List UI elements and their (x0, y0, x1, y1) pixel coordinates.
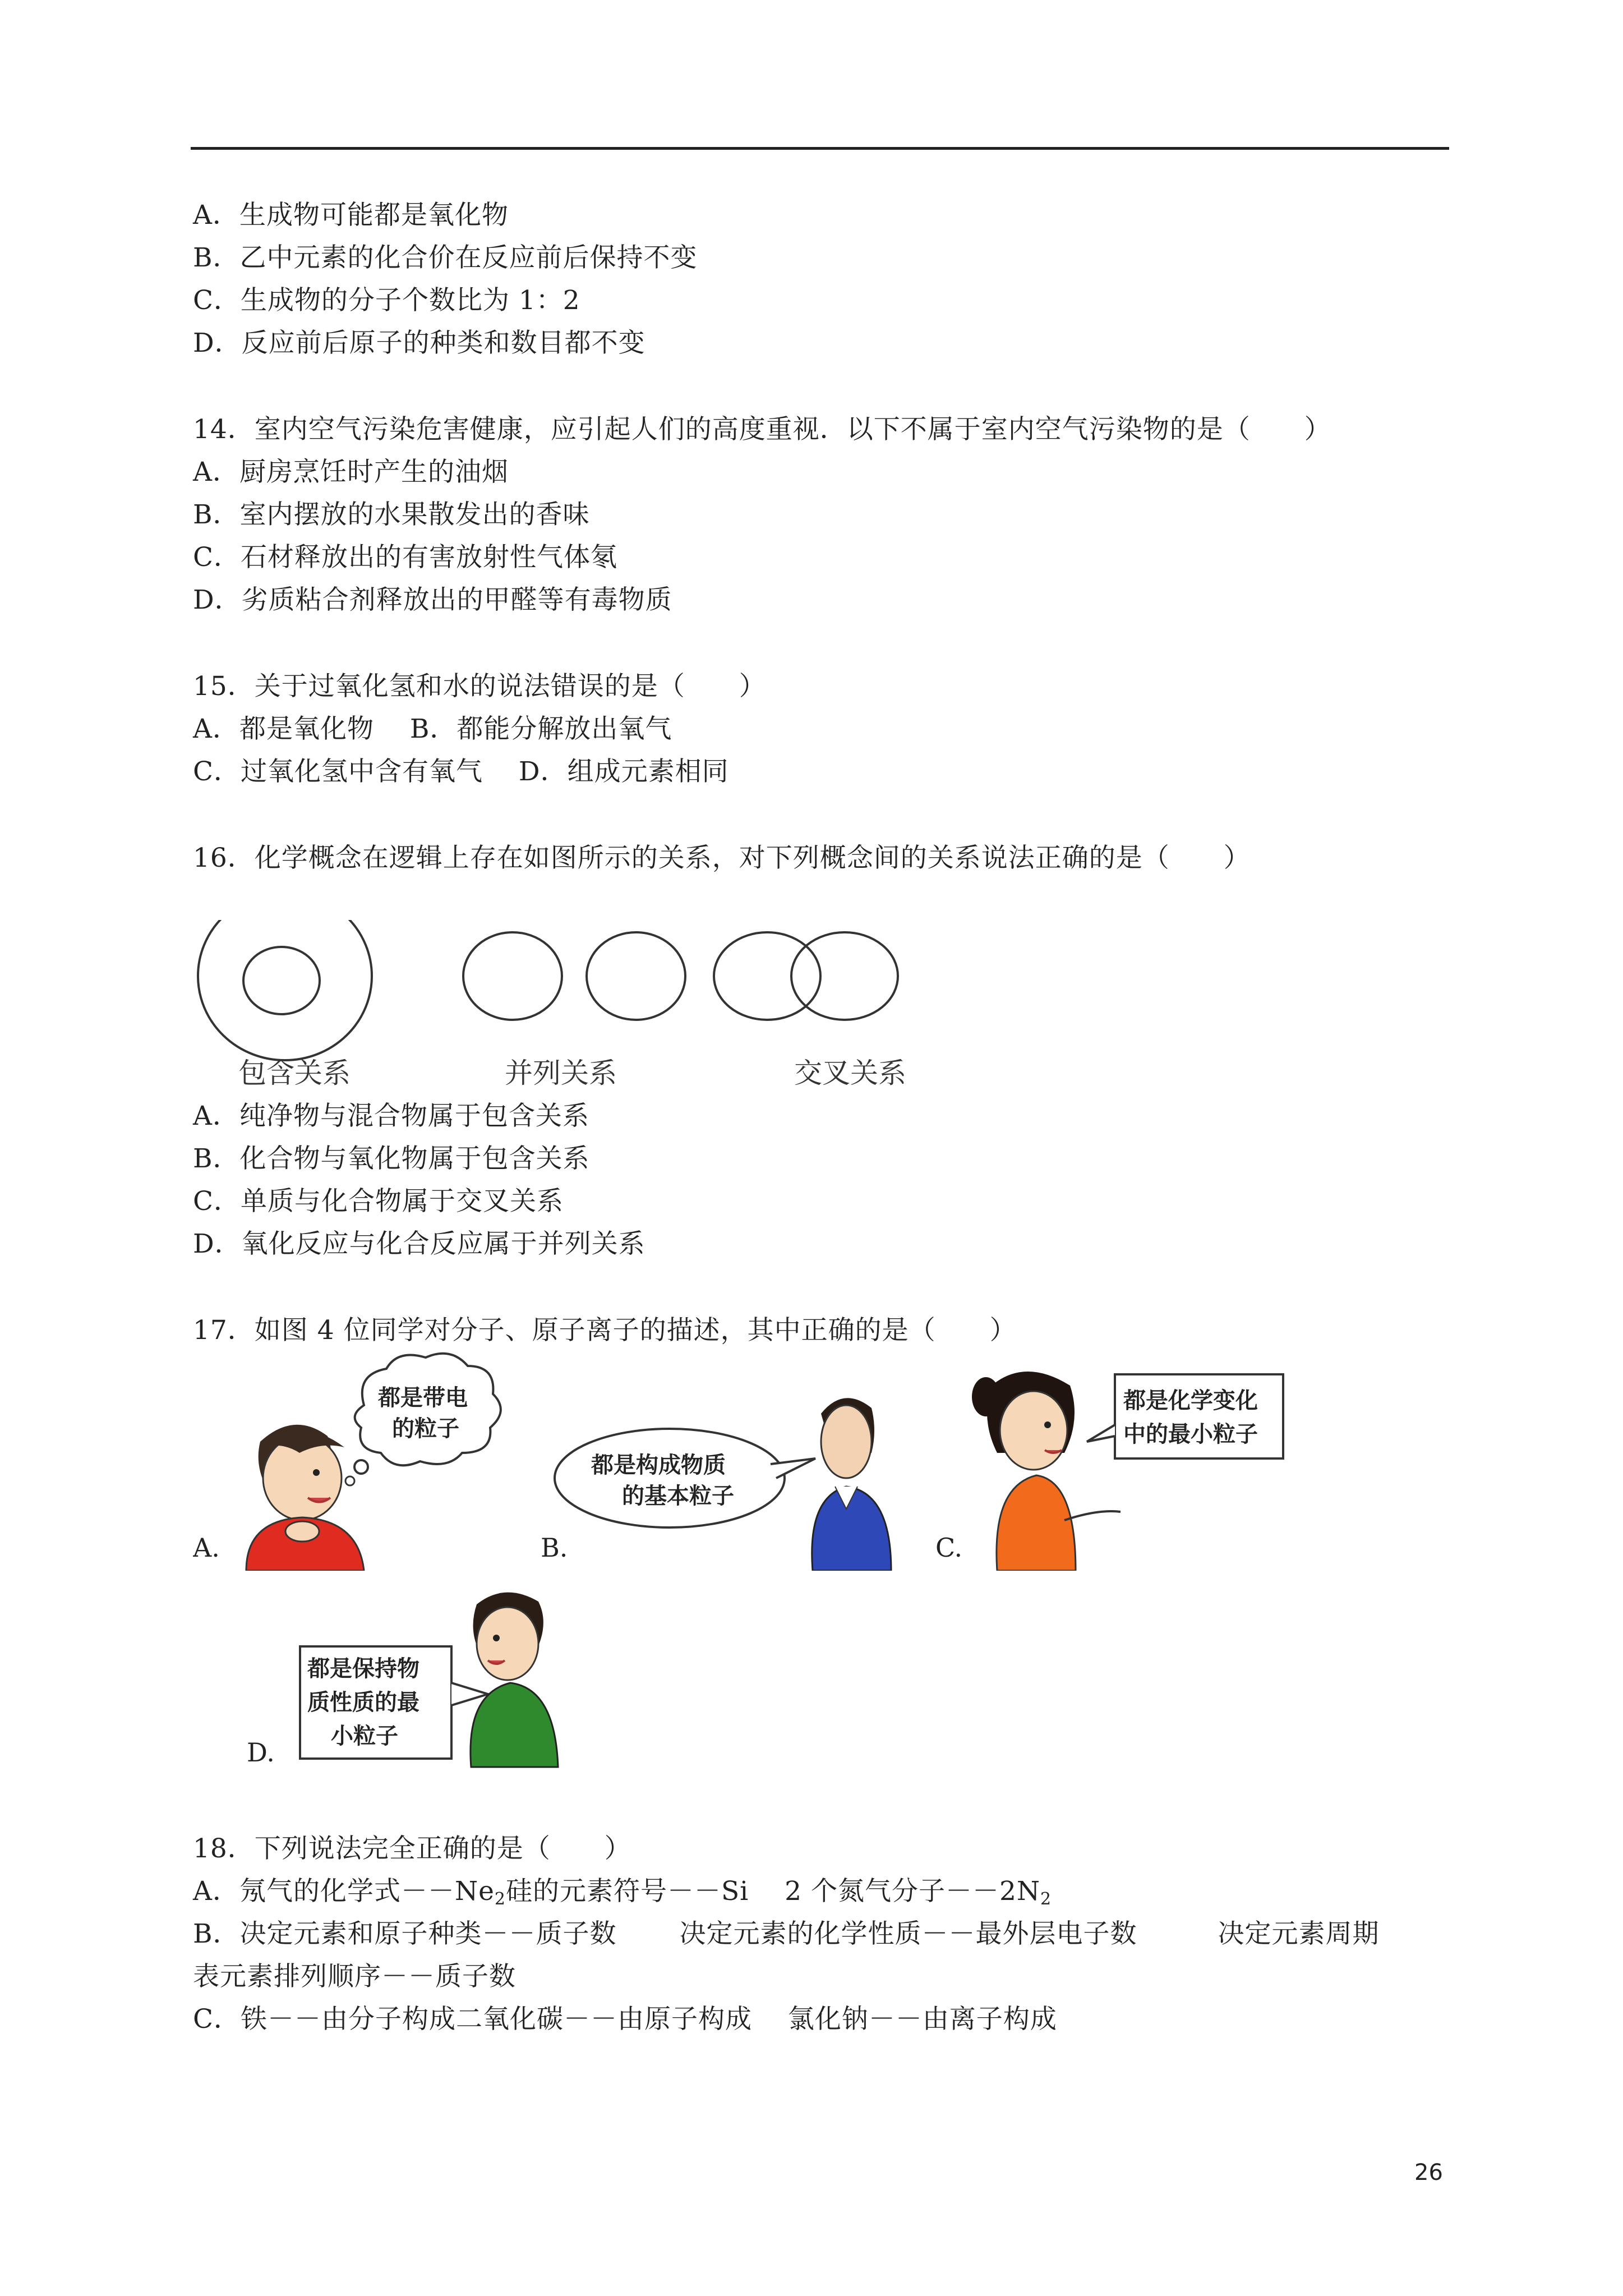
figure-c-bubble-line1: 都是化学变化 (1123, 1388, 1258, 1414)
q14-option-b: B．室内摆放的水果散发出的香味 (193, 499, 590, 530)
left-circle (714, 932, 820, 1020)
q18-a-subscript2: 2 (1040, 1889, 1052, 1909)
speech-bubble (555, 1429, 785, 1527)
q15-options-ab: A．都是氧化物 B．都能分解放出氧气 (193, 714, 672, 744)
boy-illustration (471, 1593, 558, 1767)
figure-a-letter: A. (193, 1533, 220, 1563)
q18-a-text2: 硅的元素符号－－Si 2 个氮气分子－－2N (505, 1876, 1041, 1907)
figure-c-bubble-line2: 中的最小粒子 (1123, 1421, 1258, 1447)
figure-b-letter: B. (541, 1533, 568, 1563)
figure-a-boy-thinking (193, 1352, 541, 1571)
boy-illustration (246, 1425, 364, 1571)
man-illustration (812, 1398, 891, 1571)
figure-c-girl-speaking (935, 1352, 1294, 1571)
q16-option-d: D．氧化反应与化合反应属于并列关系 (193, 1228, 645, 1259)
q14-option-c: C．石材释放出的有害放射性气体氡 (193, 542, 617, 573)
q13-option-b: B．乙中元素的化合价在反应前后保持不变 (193, 242, 698, 273)
header-rule (191, 147, 1449, 150)
figure-b-bubble-line1: 都是构成物质 (591, 1452, 726, 1478)
label-parallel: 并列关系 (505, 1057, 617, 1089)
label-intersection: 交叉关系 (794, 1057, 906, 1089)
q17-stem: 17．如图 4 位同学对分子、原子离子的描述，其中正确的是（ ） (193, 1315, 1017, 1346)
figure-a-bubble-line1: 都是带电 (378, 1385, 468, 1411)
figure-c-letter: C. (935, 1533, 963, 1563)
figure-b-man-speaking (529, 1363, 933, 1571)
inner-circle (243, 947, 320, 1014)
q13-option-c: C．生成物的分子个数比为 1：2 (193, 285, 580, 316)
right-circle (791, 932, 898, 1020)
inclusion-diagram (198, 920, 372, 1060)
q18-a-subscript1: 2 (494, 1889, 506, 1909)
q16-option-a: A．纯净物与混合物属于包含关系 (193, 1101, 589, 1131)
figure-a-bubble-line2: 的粒子 (392, 1416, 459, 1442)
q13-option-d: D．反应前后原子的种类和数目都不变 (193, 328, 645, 358)
figure-d-letter: D. (247, 1737, 275, 1768)
q14-option-a: A．厨房烹饪时产生的油烟 (193, 457, 509, 487)
set-relation-diagram (191, 920, 976, 1105)
q18-option-a (193, 1875, 1052, 1916)
outer-circle (198, 920, 372, 1060)
label-inclusion: 包含关系 (238, 1057, 351, 1089)
figure-d-bubble-line1: 都是保持物 (307, 1656, 419, 1682)
q14-option-d: D．劣质粘合剂释放出的甲醛等有毒物质 (193, 585, 672, 615)
left-circle (463, 932, 562, 1020)
figure-b-bubble-line2: 的基本粒子 (622, 1483, 734, 1509)
page-number: 26 (1414, 2160, 1443, 2185)
figure-d-boy-speaking (247, 1582, 606, 1773)
q16-stem: 16．化学概念在逻辑上存在如图所示的关系，对下列概念间的关系说法正确的是（ ） (193, 843, 1251, 873)
girl-illustration (972, 1372, 1121, 1571)
q15-options-cd: C．过氧化氢中含有氧气 D．组成元素相同 (193, 756, 729, 787)
intersection-diagram (714, 932, 898, 1020)
q18-stem: 18．下列说法完全正确的是（ ） (193, 1833, 631, 1864)
q16-option-c: C．单质与化合物属于交叉关系 (193, 1186, 564, 1217)
figure-d-bubble-line3: 小粒子 (331, 1723, 398, 1749)
q18-option-c: C．铁－－由分子构成二氧化碳－－由原子构成 氯化钠－－由离子构成 (193, 2004, 1057, 2035)
q15-stem: 15．关于过氧化氢和水的说法错误的是（ ） (193, 671, 766, 702)
q18-option-b-line2: 表元素排列顺序－－质子数 (193, 1961, 516, 1992)
q13-option-a: A．生成物可能都是氧化物 (193, 200, 509, 231)
figure-d-bubble-line2: 质性质的最 (307, 1690, 419, 1715)
q18-a-text1: A．氖气的化学式－－Ne (193, 1876, 495, 1907)
right-circle (587, 932, 685, 1020)
parallel-diagram (463, 932, 685, 1020)
q14-stem: 14．室内空气污染危害健康，应引起人们的高度重视．以下不属于室内空气污染物的是（ ） (193, 414, 1331, 445)
q16-option-b: B．化合物与氧化物属于包含关系 (193, 1143, 590, 1174)
q18-option-b-line1: B．决定元素和原子种类－－质子数 决定元素的化学性质－－最外层电子数 决定元素周期 (193, 1918, 1380, 1949)
